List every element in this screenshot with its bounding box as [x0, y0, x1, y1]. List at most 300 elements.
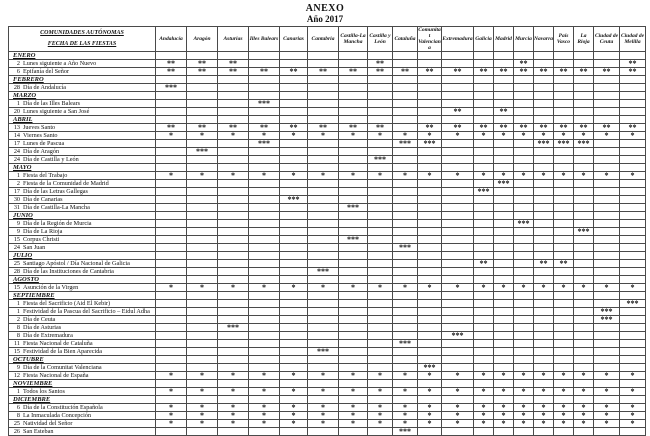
- empty-cell: [156, 212, 187, 220]
- mark-cell: [156, 156, 187, 164]
- holiday-label: Fiesta del Trabajo: [23, 172, 68, 179]
- month-header-row: [9, 212, 646, 220]
- mark-cell: [514, 316, 534, 324]
- holiday-label-cell: [9, 148, 156, 156]
- mark-cell: [280, 140, 308, 148]
- mark-cell: [187, 100, 218, 108]
- mark-cell: [187, 220, 218, 228]
- mark-cell: *: [620, 420, 646, 428]
- mark-cell: [339, 268, 368, 276]
- empty-cell: [554, 164, 574, 172]
- mark-cell: [308, 244, 339, 252]
- empty-cell: [218, 276, 249, 284]
- mark-cell: *: [494, 372, 514, 380]
- empty-cell: [620, 76, 646, 84]
- mark-cell: *: [187, 284, 218, 292]
- mark-cell: *: [594, 412, 620, 420]
- mark-cell: *: [514, 284, 534, 292]
- empty-cell: [308, 116, 339, 124]
- mark-cell: [574, 300, 594, 308]
- empty-cell: [393, 396, 418, 404]
- mark-cell: **: [218, 68, 249, 76]
- mark-cell: [339, 180, 368, 188]
- mark-cell: [554, 364, 574, 372]
- month-header-row: [9, 292, 646, 300]
- mark-cell: [554, 348, 574, 356]
- mark-cell: ***: [393, 244, 418, 252]
- mark-cell: [368, 100, 393, 108]
- mark-cell: [442, 140, 474, 148]
- mark-cell: ***: [339, 204, 368, 212]
- empty-cell: [594, 76, 620, 84]
- mark-cell: [308, 364, 339, 372]
- mark-cell: ***: [418, 140, 442, 148]
- empty-cell: [442, 380, 474, 388]
- column-header: Andalucía: [156, 27, 187, 52]
- mark-cell: [554, 220, 574, 228]
- empty-cell: [187, 76, 218, 84]
- empty-cell: [620, 396, 646, 404]
- mark-cell: [280, 148, 308, 156]
- mark-cell: [534, 60, 554, 68]
- mark-cell: *: [574, 388, 594, 396]
- mark-cell: **: [368, 60, 393, 68]
- empty-cell: [534, 276, 554, 284]
- mark-cell: [494, 196, 514, 204]
- mark-cell: [418, 204, 442, 212]
- mark-cell: ***: [393, 140, 418, 148]
- mark-cell: [308, 140, 339, 148]
- mark-cell: [218, 428, 249, 436]
- mark-cell: [249, 244, 280, 252]
- mark-cell: *: [514, 412, 534, 420]
- mark-cell: [308, 428, 339, 436]
- mark-cell: *: [534, 172, 554, 180]
- mark-cell: [620, 324, 646, 332]
- mark-cell: *: [368, 404, 393, 412]
- holiday-row: [9, 196, 646, 204]
- mark-cell: *: [339, 172, 368, 180]
- mark-cell: [418, 180, 442, 188]
- mark-cell: [574, 348, 594, 356]
- mark-cell: [514, 244, 534, 252]
- empty-cell: [368, 396, 393, 404]
- empty-cell: [554, 292, 574, 300]
- mark-cell: [514, 236, 534, 244]
- mark-cell: *: [156, 284, 187, 292]
- empty-cell: [534, 116, 554, 124]
- mark-cell: *: [249, 404, 280, 412]
- mark-cell: [494, 220, 514, 228]
- empty-cell: [474, 380, 494, 388]
- mark-cell: [534, 316, 554, 324]
- empty-cell: [514, 212, 534, 220]
- mark-cell: [474, 308, 494, 316]
- mark-cell: [308, 180, 339, 188]
- holiday-label-cell: [9, 220, 156, 228]
- mark-cell: [442, 188, 474, 196]
- holiday-day: 31: [13, 204, 20, 211]
- mark-cell: [393, 364, 418, 372]
- mark-cell: **: [156, 124, 187, 132]
- mark-cell: [418, 196, 442, 204]
- mark-cell: [494, 308, 514, 316]
- empty-cell: [308, 52, 339, 60]
- holiday-day: 15: [13, 348, 20, 355]
- corner-cell: [9, 27, 156, 52]
- holiday-label: Todos los Santos: [23, 388, 65, 395]
- empty-cell: [474, 212, 494, 220]
- mark-cell: [368, 260, 393, 268]
- holiday-label-cell: [9, 124, 156, 132]
- mark-cell: [514, 204, 534, 212]
- mark-cell: *: [339, 284, 368, 292]
- column-header: Comunitat Valenciana: [418, 27, 441, 51]
- holiday-label-cell: [9, 172, 156, 180]
- mark-cell: [368, 196, 393, 204]
- mark-cell: [368, 340, 393, 348]
- holiday-day: 30: [13, 196, 20, 203]
- mark-cell: [308, 324, 339, 332]
- mark-cell: *: [418, 132, 442, 140]
- holiday-label-cell: [9, 228, 156, 236]
- empty-cell: [218, 164, 249, 172]
- mark-cell: *: [418, 412, 442, 420]
- mark-cell: [418, 316, 442, 324]
- holiday-label: Lunes siguiente a Año Nuevo: [23, 60, 97, 67]
- mark-cell: [594, 60, 620, 68]
- mark-cell: **: [280, 124, 308, 132]
- mark-cell: [156, 332, 187, 340]
- column-header: Cataluña: [393, 27, 418, 52]
- mark-cell: [339, 188, 368, 196]
- mark-cell: [187, 300, 218, 308]
- mark-cell: [339, 428, 368, 436]
- empty-cell: [494, 164, 514, 172]
- empty-cell: [368, 116, 393, 124]
- mark-cell: **: [442, 124, 474, 132]
- column-header: Castilla-La Mancha: [339, 27, 368, 52]
- mark-cell: [156, 364, 187, 372]
- holiday-label-cell: [9, 420, 156, 428]
- empty-cell: [280, 76, 308, 84]
- mark-cell: [393, 180, 418, 188]
- mark-cell: *: [368, 372, 393, 380]
- mark-cell: [308, 236, 339, 244]
- empty-cell: [418, 252, 442, 260]
- mark-cell: [574, 340, 594, 348]
- mark-cell: *: [514, 404, 534, 412]
- mark-cell: [620, 364, 646, 372]
- mark-cell: [156, 188, 187, 196]
- mark-cell: *: [187, 372, 218, 380]
- month-name: MAYO: [9, 164, 156, 172]
- page-title: ANEXO: [305, 3, 345, 14]
- mark-cell: *: [620, 284, 646, 292]
- mark-cell: [594, 156, 620, 164]
- mark-cell: **: [494, 108, 514, 116]
- mark-cell: [574, 188, 594, 196]
- empty-cell: [393, 276, 418, 284]
- holiday-row: [9, 364, 646, 372]
- empty-cell: [620, 92, 646, 100]
- mark-cell: [554, 188, 574, 196]
- column-header: Illes Balears: [249, 27, 280, 52]
- column-header: La Rioja: [574, 27, 594, 52]
- mark-cell: [218, 332, 249, 340]
- mark-cell: *: [554, 412, 574, 420]
- mark-cell: [393, 60, 418, 68]
- holiday-label: San Esteban: [23, 428, 54, 435]
- mark-cell: [249, 348, 280, 356]
- empty-cell: [280, 212, 308, 220]
- mark-cell: *: [156, 420, 187, 428]
- mark-cell: *: [156, 404, 187, 412]
- empty-cell: [187, 92, 218, 100]
- mark-cell: [474, 316, 494, 324]
- holiday-day: 24: [13, 156, 20, 163]
- mark-cell: [156, 148, 187, 156]
- mark-cell: [594, 84, 620, 92]
- empty-cell: [393, 292, 418, 300]
- empty-cell: [308, 212, 339, 220]
- holiday-label-cell: [9, 284, 156, 292]
- mark-cell: *: [368, 172, 393, 180]
- holiday-label: Viernes Santo: [23, 132, 58, 139]
- mark-cell: [442, 300, 474, 308]
- empty-cell: [442, 252, 474, 260]
- mark-cell: ***: [249, 140, 280, 148]
- mark-cell: [156, 348, 187, 356]
- mark-cell: [474, 196, 494, 204]
- empty-cell: [442, 92, 474, 100]
- holiday-label-cell: [9, 260, 156, 268]
- column-header: Navarra: [534, 27, 554, 52]
- mark-cell: **: [620, 124, 646, 132]
- empty-cell: [474, 252, 494, 260]
- mark-cell: ***: [368, 156, 393, 164]
- mark-cell: [442, 204, 474, 212]
- empty-cell: [249, 164, 280, 172]
- mark-cell: **: [474, 260, 494, 268]
- empty-cell: [418, 164, 442, 172]
- mark-cell: [280, 332, 308, 340]
- mark-cell: [418, 236, 442, 244]
- mark-cell: [534, 204, 554, 212]
- mark-cell: [218, 260, 249, 268]
- month-name: JULIO: [9, 252, 156, 260]
- mark-cell: *: [280, 372, 308, 380]
- mark-cell: [187, 332, 218, 340]
- mark-cell: *: [368, 132, 393, 140]
- mark-cell: [514, 228, 534, 236]
- mark-cell: [574, 60, 594, 68]
- empty-cell: [594, 276, 620, 284]
- mark-cell: [280, 84, 308, 92]
- empty-cell: [574, 396, 594, 404]
- empty-cell: [249, 52, 280, 60]
- holiday-label: Lunes de Pascua: [23, 140, 65, 147]
- mark-cell: *: [574, 132, 594, 140]
- empty-cell: [534, 356, 554, 364]
- column-header: Ciudad de Melilla: [620, 27, 646, 52]
- mark-cell: *: [249, 132, 280, 140]
- empty-cell: [187, 292, 218, 300]
- holiday-label: Día de las Instituciones de Cantabria: [23, 268, 114, 275]
- holiday-label-cell: [9, 404, 156, 412]
- holiday-row: [9, 220, 646, 228]
- mark-cell: **: [156, 60, 187, 68]
- mark-cell: **: [368, 68, 393, 76]
- mark-cell: *: [368, 420, 393, 428]
- mark-cell: [339, 260, 368, 268]
- mark-cell: [594, 268, 620, 276]
- mark-cell: *: [442, 372, 474, 380]
- empty-cell: [368, 292, 393, 300]
- empty-cell: [474, 396, 494, 404]
- mark-cell: [534, 324, 554, 332]
- holiday-label-cell: [9, 100, 156, 108]
- mark-cell: [308, 148, 339, 156]
- mark-cell: [339, 140, 368, 148]
- empty-cell: [156, 92, 187, 100]
- holiday-day: 28: [13, 84, 20, 91]
- mark-cell: [187, 260, 218, 268]
- empty-cell: [514, 356, 534, 364]
- empty-cell: [574, 356, 594, 364]
- mark-cell: [534, 108, 554, 116]
- mark-cell: [280, 100, 308, 108]
- mark-cell: *: [554, 132, 574, 140]
- mark-cell: [494, 244, 514, 252]
- holiday-label-cell: [9, 308, 156, 316]
- mark-cell: [280, 340, 308, 348]
- mark-cell: ***: [574, 140, 594, 148]
- holiday-label-cell: [9, 188, 156, 196]
- mark-cell: **: [218, 124, 249, 132]
- empty-cell: [442, 76, 474, 84]
- holiday-label-cell: [9, 204, 156, 212]
- mark-cell: [620, 196, 646, 204]
- mark-cell: *: [249, 284, 280, 292]
- mark-cell: [574, 204, 594, 212]
- holiday-label: Lunes siguiente a San José: [23, 108, 90, 115]
- mark-cell: [156, 428, 187, 436]
- empty-cell: [249, 292, 280, 300]
- holiday-row: [9, 388, 646, 396]
- mark-cell: [474, 140, 494, 148]
- empty-cell: [308, 252, 339, 260]
- mark-cell: [574, 316, 594, 324]
- holiday-day: 20: [13, 108, 20, 115]
- empty-cell: [514, 276, 534, 284]
- mark-cell: [514, 100, 534, 108]
- mark-cell: [218, 140, 249, 148]
- empty-cell: [280, 92, 308, 100]
- holiday-label: Festividad de la Pascua del Sacrificio – Eidul Adha: [23, 308, 150, 315]
- holiday-day: 1: [16, 300, 20, 307]
- mark-cell: [339, 308, 368, 316]
- mark-cell: [574, 148, 594, 156]
- holiday-label: Día de Castilla-La Mancha: [23, 204, 90, 211]
- mark-cell: [620, 348, 646, 356]
- holiday-row: [9, 172, 646, 180]
- holiday-day: 2: [16, 316, 20, 323]
- mark-cell: **: [534, 68, 554, 76]
- mark-cell: *: [280, 412, 308, 420]
- holiday-label: Natividad del Señor: [23, 420, 73, 427]
- holiday-day: 6: [16, 68, 20, 75]
- holiday-day: 14: [13, 132, 20, 139]
- mark-cell: [594, 140, 620, 148]
- holiday-label: Jueves Santo: [23, 124, 56, 131]
- empty-cell: [494, 292, 514, 300]
- holiday-label-cell: [9, 196, 156, 204]
- mark-cell: **: [514, 68, 534, 76]
- mark-cell: *: [620, 404, 646, 412]
- mark-cell: *: [474, 412, 494, 420]
- holiday-label-cell: [9, 268, 156, 276]
- mark-cell: *: [249, 372, 280, 380]
- mark-cell: [249, 316, 280, 324]
- mark-cell: [339, 348, 368, 356]
- empty-cell: [574, 252, 594, 260]
- mark-cell: [474, 228, 494, 236]
- mark-cell: [594, 260, 620, 268]
- empty-cell: [442, 212, 474, 220]
- empty-cell: [418, 292, 442, 300]
- mark-cell: [249, 364, 280, 372]
- empty-cell: [494, 380, 514, 388]
- mark-cell: [620, 228, 646, 236]
- mark-cell: ***: [594, 308, 620, 316]
- mark-cell: **: [156, 68, 187, 76]
- mark-cell: [514, 260, 534, 268]
- mark-cell: [514, 180, 534, 188]
- mark-cell: *: [442, 172, 474, 180]
- empty-cell: [393, 252, 418, 260]
- mark-cell: [620, 308, 646, 316]
- column-header: Cantabria: [308, 27, 339, 52]
- month-name: NOVIEMBRE: [9, 380, 156, 388]
- holiday-row: [9, 84, 646, 92]
- mark-cell: [474, 268, 494, 276]
- mark-cell: *: [554, 388, 574, 396]
- mark-cell: [594, 100, 620, 108]
- mark-cell: [534, 188, 554, 196]
- column-header: Madrid: [494, 27, 514, 52]
- empty-cell: [187, 356, 218, 364]
- mark-cell: *: [474, 284, 494, 292]
- mark-cell: [620, 220, 646, 228]
- holiday-row: [9, 332, 646, 340]
- mark-cell: [514, 140, 534, 148]
- empty-cell: [308, 164, 339, 172]
- mark-cell: [156, 236, 187, 244]
- month-name: JUNIO: [9, 212, 156, 220]
- empty-cell: [308, 276, 339, 284]
- mark-cell: **: [494, 124, 514, 132]
- mark-cell: [494, 300, 514, 308]
- mark-cell: *: [339, 420, 368, 428]
- mark-cell: *: [280, 388, 308, 396]
- mark-cell: [308, 332, 339, 340]
- empty-cell: [280, 380, 308, 388]
- mark-cell: **: [418, 68, 442, 76]
- empty-cell: [218, 212, 249, 220]
- holiday-label: Día de Castilla y León: [23, 156, 79, 163]
- empty-cell: [494, 52, 514, 60]
